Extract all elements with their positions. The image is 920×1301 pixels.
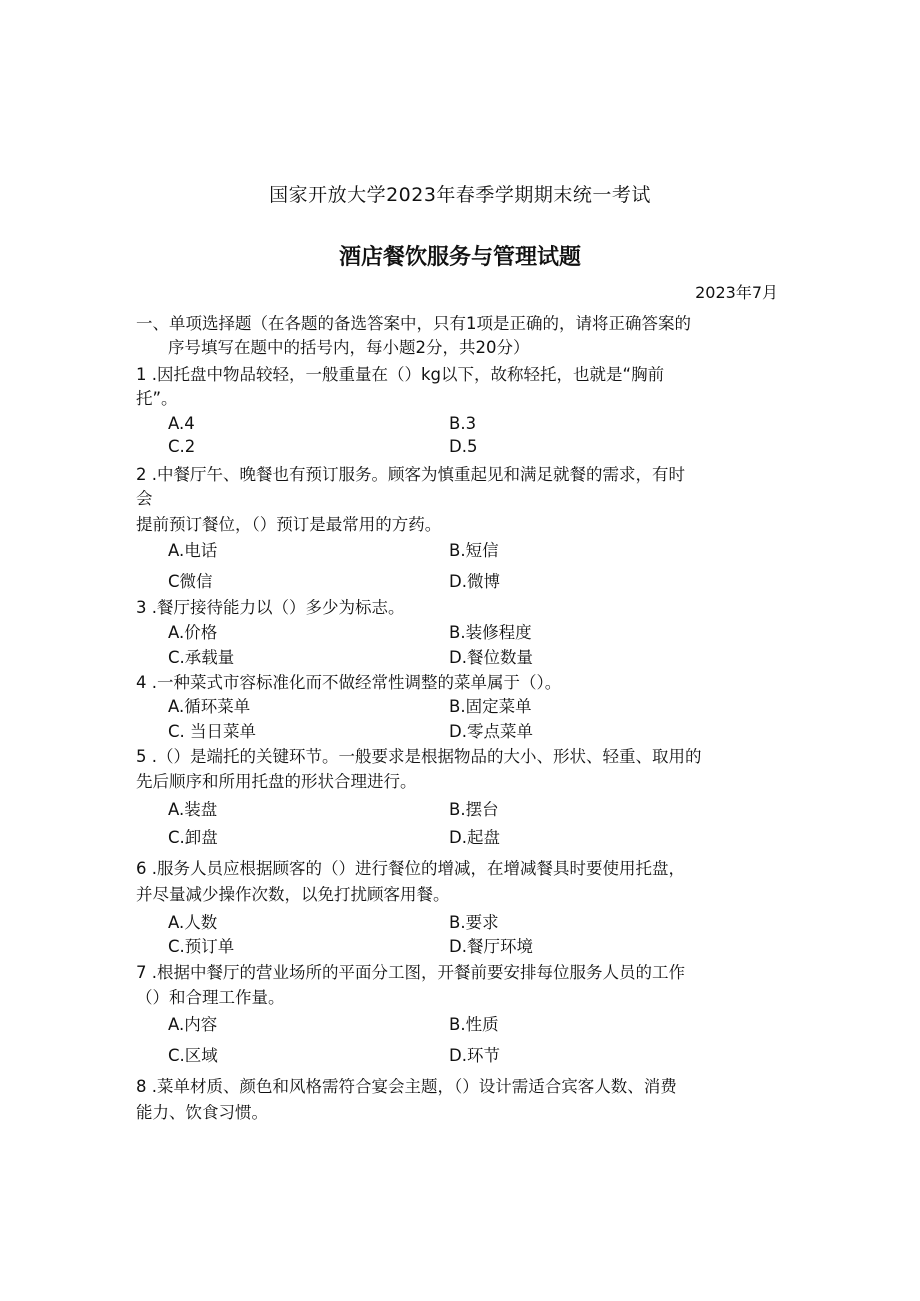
question-6-option-c: C.预订单 <box>168 937 235 956</box>
question-1-option-a: A.4 <box>168 414 195 433</box>
question-6-line-1: 6 .服务人员应根据顾客的（）进行餐位的增减，在增减餐具时要使用托盘， <box>136 859 685 878</box>
question-4-option-d: D.零点菜单 <box>449 722 533 741</box>
question-8-line-2: 能力、饮食习惯。 <box>136 1103 268 1122</box>
question-1-option-b: B.3 <box>449 414 477 433</box>
question-1-line-1: 1 .因托盘中物品较轻，一般重量在（）kg以下，故称轻托，也就是“胸前 <box>136 365 665 384</box>
question-7-line-1: 7 .根据中餐厅的营业场所的平面分工图，开餐前要安排每位服务人员的工作 <box>136 963 685 982</box>
question-4-line-1: 4 .一种菜式市容标准化而不做经常性调整的菜单属于（）。 <box>136 673 562 692</box>
exam-date: 2023年7月 <box>695 283 778 302</box>
question-5-option-c: C.卸盘 <box>168 828 218 847</box>
section-instruction-line-2: 序号填写在题中的括号内，每小题2分，共20分） <box>168 338 530 357</box>
exam-title: 酒店餐饮服务与管理试题 <box>338 245 581 270</box>
section-instruction-line-1: 一、单项选择题（在各题的备选答案中，只有1项是正确的，请将正确答案的 <box>136 314 691 333</box>
question-4-option-b: B.固定菜单 <box>449 697 532 716</box>
question-5-option-a: A.装盘 <box>168 800 218 819</box>
question-6-line-2: 并尽量减少操作次数，以免打扰顾客用餐。 <box>136 885 450 904</box>
question-2-option-a: A.电话 <box>168 541 218 560</box>
exam-header: 国家开放大学2023年春季学期期末统一考试 <box>269 184 651 206</box>
question-5-option-d: D.起盘 <box>449 828 500 847</box>
question-5-option-b: B.摆台 <box>449 800 499 819</box>
question-7-option-c: C.区域 <box>168 1046 218 1065</box>
question-5-line-1: 5 .（）是端托的关键环节。一般要求是根据物品的大小、形状、轻重、取用的 <box>136 747 702 766</box>
question-1-option-c: C.2 <box>168 437 196 456</box>
question-7-line-2: （）和合理工作量。 <box>136 988 285 1007</box>
question-8-line-1: 8 .菜单材质、颜色和风格需符合宴会主题，（）设计需适合宾客人数、消费 <box>136 1077 677 1096</box>
question-2-option-b: B.短信 <box>449 541 499 560</box>
question-2-line-1: 2 .中餐厅午、晚餐也有预订服务。顾客为慎重起见和满足就餐的需求，有时 <box>136 465 685 484</box>
question-2-line-3: 提前预订餐位，（）预订是最常用的方药。 <box>136 515 442 534</box>
question-6-option-a: A.人数 <box>168 913 218 932</box>
question-1-option-d: D.5 <box>449 437 478 456</box>
question-6-option-d: D.餐厅环境 <box>449 937 533 956</box>
question-2-option-d: D.微博 <box>449 572 500 591</box>
question-7-option-d: D.环节 <box>449 1046 500 1065</box>
question-3-option-c: C.承载量 <box>168 648 235 667</box>
question-3-line-1: 3 .餐厅接待能力以（）多少为标志。 <box>136 598 405 617</box>
question-2-line-2: 会 <box>136 489 153 508</box>
question-2-option-c: C微信 <box>168 572 213 591</box>
question-3-option-d: D.餐位数量 <box>449 648 533 667</box>
question-5-line-2: 先后顺序和所用托盘的形状合理进行。 <box>136 772 417 791</box>
question-6-option-b: B.要求 <box>449 913 499 932</box>
question-3-option-b: B.装修程度 <box>449 623 532 642</box>
question-7-option-b: B.性质 <box>449 1015 499 1034</box>
question-1-line-2: 托”。 <box>136 389 178 408</box>
question-3-option-a: A.价格 <box>168 623 218 642</box>
question-7-option-a: A.内容 <box>168 1015 218 1034</box>
question-4-option-a: A.循环菜单 <box>168 697 251 716</box>
question-4-option-c: C. 当日菜单 <box>168 722 257 741</box>
